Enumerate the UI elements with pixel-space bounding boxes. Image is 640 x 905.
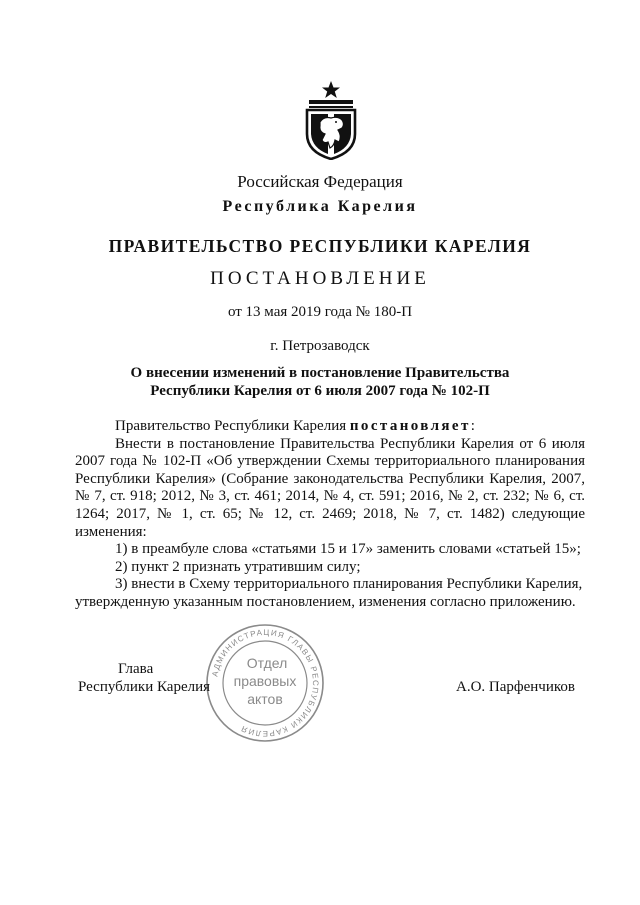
stamp-ring-text: АДМИНИСТРАЦИЯ ГЛАВЫ РЕСПУБЛИКИ КАРЕЛИЯ [210,627,321,739]
stamp-line-3: актов [247,691,283,707]
signatory-name: А.О. Парфенчиков [456,679,575,695]
document-subject [0,364,640,400]
decree-line: Правительство Республики Карелия постановляет: [115,418,475,434]
country-name: Российская Федерация [237,172,403,191]
list-item-1: 1) в преамбуле слова «статьями 15 и 17» заменить словами «статьей 15»; [115,541,581,558]
signatory-position-line-2: Республики Карелия [78,679,211,695]
coat-of-arms-icon [298,80,364,160]
list-item-3-line-1: 3) внести в Схему территориального планирования Республики Карелия, [115,576,583,593]
government-title: ПРАВИТЕЛЬСТВО РЕСПУБЛИКИ КАРЕЛИЯ [108,236,532,256]
stamp-line-2: правовых [233,673,297,689]
document-date-number: от 13 мая 2019 года № 180-П [227,304,413,320]
subject-line-2: Республики Карелия от 6 июля 2007 года № 102-П [150,383,490,399]
document-city: г. Петрозаводск [270,338,370,354]
list-item-3-line-2: утвержденную указанным постановлением, изменения согласно приложению. [75,593,576,610]
list-item-2: 2) пункт 2 признать утратившим силу; [115,558,361,575]
emblem-star [322,81,340,98]
document-type: ПОСТАНОВЛЕНИЕ [210,268,430,289]
main-paragraph: Внести в постановление Правительства Республики Карелия от 6 июля 2007 года № 102-П «Об утверждении Схемы территориального планирования Республики Карелия» (Собрание законодательства Республики Карелия, 2007, № 7, ст. 918; 2012, № 3, ст. 461; 2014, № 4, ст. 591; 2016, № 2, ст. 232; № 6, ст. 1264; 2017, № 1, ст. 65; № 12, ст. 2469; 2018, № 7, ст. 1482) следующие изменения: [75,435,585,540]
subject-line-1: О внесении изменений в постановление Правительства [130,365,510,381]
stamp-seal [204,622,326,744]
stamp-line-1: Отдел [246,655,288,671]
document-body [75,418,585,612]
republic-name: Республика Карелия [222,198,418,215]
signatory-position-line-1: Глава [118,661,154,677]
decree-word: постановляет [349,418,471,434]
